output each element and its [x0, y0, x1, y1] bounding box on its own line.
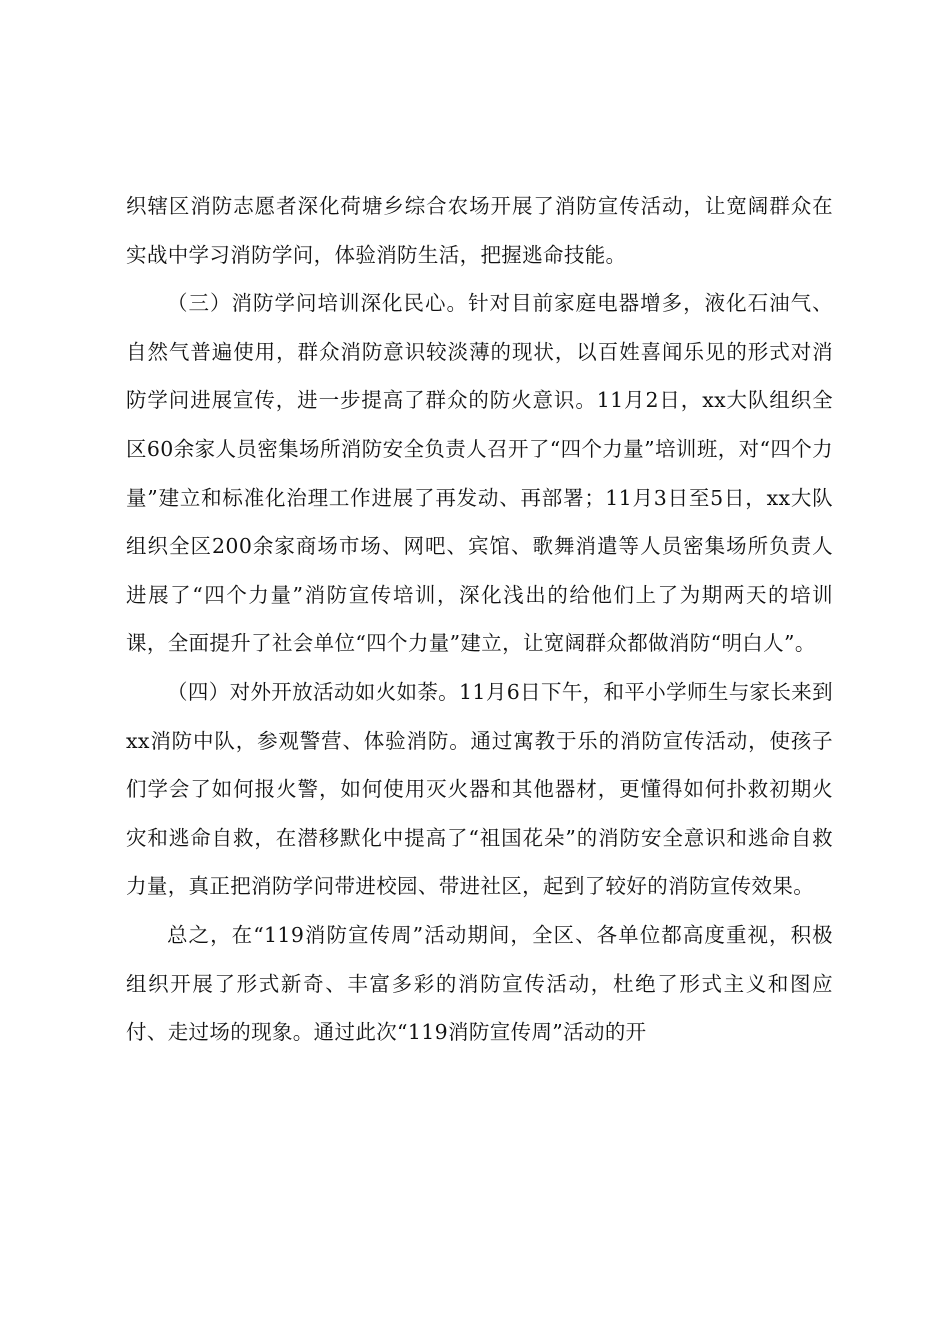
paragraph-continuation: 织辖区消防志愿者深化荷塘乡综合农场开展了消防宣传活动，让宽阔群众在实战中学习消防学问，体验消防生活，把握逃命技能。: [126, 194, 833, 267]
paragraph-section-3: （三）消防学问培训深化民心。针对目前家庭电器增多，液化石油气、自然气普遍使用，群众消防意识较淡薄的现状，以百姓喜闻乐见的形式对消防学问进展宣传，进一步提高了群众的防火意识。11月2日，xx大队组织全区60余家人员密集场所消防安全负责人召开了“四个力量”培训班，对“四个力量”建立和标准化治理工作进展了再发动、再部署；11月3日至5日，xx大队组织全区200余家商场市场、网吧、宾馆、歌舞消遣等人员密集场所负责人进展了“四个力量”消防宣传培训，深化浅出的给他们上了为期两天的培训课，全面提升了社会单位“四个力量”建立，让宽阔群众都做消防“明白人”。: [126, 291, 833, 656]
document-body: [126, 182, 833, 1057]
paragraph-summary: 总之，在“119消防宣传周”活动期间，全区、各单位都高度重视，积极组织开展了形式新奇、丰富多彩的消防宣传活动，杜绝了形式主义和图应付、走过场的现象。通过此次“119消防宣传周”活动的开: [126, 922, 833, 1045]
paragraph-section-4: （四）对外开放活动如火如荼。11月6日下午，和平小学师生与家长来到xx消防中队，参观警营、体验消防。通过寓教于乐的消防宣传活动，使孩子们学会了如何报火警，如何使用灭火器和其他器材，更懂得如何扑救初期火灾和逃命自救，在潜移默化中提高了“祖国花朵”的消防安全意识和逃命自救力量，真正把消防学问带进校园、带进社区，起到了较好的消防宣传效果。: [126, 679, 833, 899]
